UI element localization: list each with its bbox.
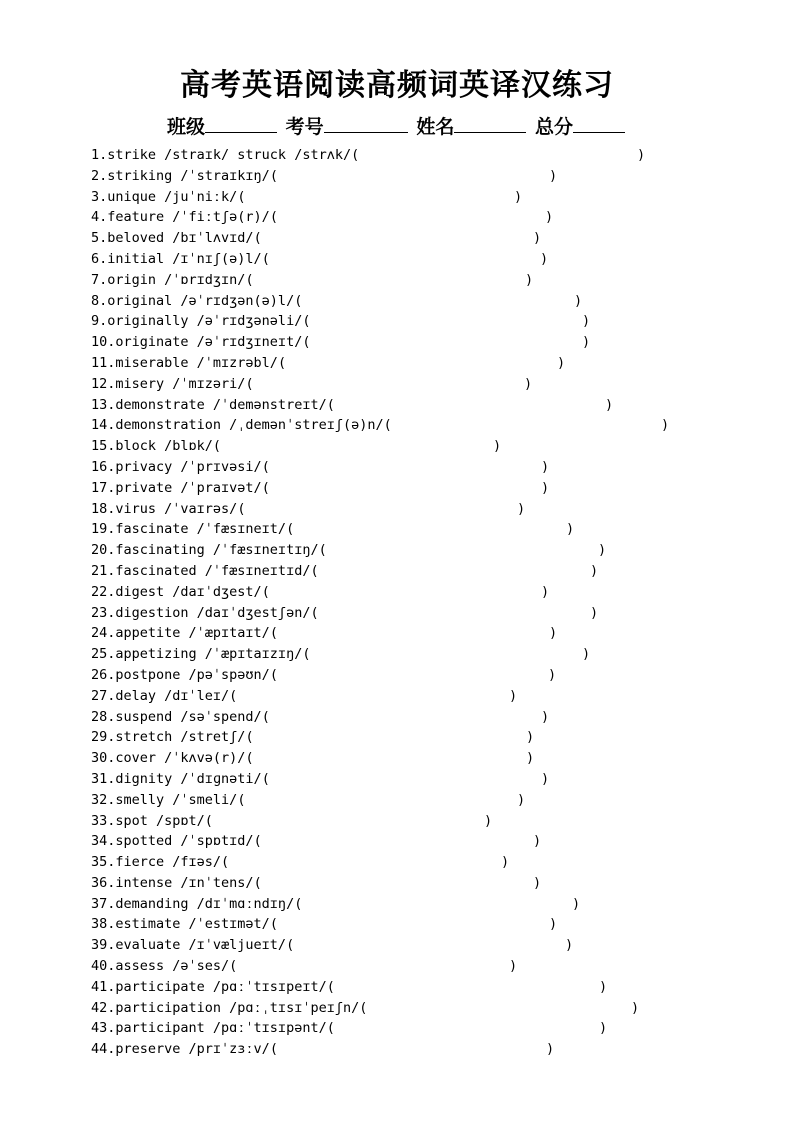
vocab-item <box>91 852 771 873</box>
answer-close-paren: ) <box>514 188 523 205</box>
vocab-word: 13.demonstrate /ˈdemənstreɪt/ <box>91 396 327 413</box>
answer-open-paren: ( <box>261 250 270 267</box>
score-label: 总分 <box>534 116 573 138</box>
answer-open-paren: ( <box>261 708 270 725</box>
vocab-item <box>91 914 771 935</box>
answer-blank[interactable] <box>359 145 637 166</box>
vocab-item <box>91 790 771 811</box>
vocab-word: 36.intense /ɪnˈtens/ <box>91 874 254 891</box>
vocab-word: 28.suspend /səˈspend/ <box>91 708 262 725</box>
vocab-item <box>91 228 771 249</box>
vocab-item <box>91 935 771 956</box>
vocab-item <box>91 291 771 312</box>
answer-close-paren: ) <box>549 167 558 184</box>
answer-open-paren: ( <box>237 188 246 205</box>
vocab-word: 18.virus /ˈvaɪrəs/ <box>91 500 238 517</box>
answer-blank[interactable] <box>335 1018 599 1039</box>
vocab-item <box>91 769 771 790</box>
vocab-item <box>91 540 771 561</box>
vocab-item <box>91 499 771 520</box>
answer-open-paren: ( <box>310 604 319 621</box>
answer-open-paren: ( <box>294 292 303 309</box>
answer-close-paren: ) <box>501 854 510 871</box>
answer-close-paren: ) <box>541 770 550 787</box>
answer-open-paren: ( <box>269 916 278 933</box>
answer-blank[interactable] <box>254 727 526 748</box>
vocab-item <box>91 187 771 208</box>
answer-open-paren: ( <box>269 666 278 683</box>
answer-open-paren: ( <box>237 500 246 517</box>
answer-close-paren: ) <box>541 458 550 475</box>
vocab-item <box>91 623 771 644</box>
answer-open-paren: ( <box>212 438 222 455</box>
answer-blank[interactable] <box>327 540 598 561</box>
vocab-item <box>91 478 771 499</box>
answer-open-paren: ( <box>261 479 270 496</box>
answer-blank[interactable] <box>237 686 509 707</box>
vocab-word: 26.postpone /pəˈspəʊn/ <box>91 666 270 683</box>
vocab-word: 33.spot /spɒt/ <box>91 812 205 829</box>
answer-close-paren: ) <box>533 833 542 850</box>
vocab-word: 17.private /ˈpraɪvət/ <box>91 479 262 496</box>
answer-close-paren: ) <box>517 500 526 517</box>
answer-close-paren: ) <box>582 334 591 351</box>
answer-blank[interactable] <box>319 603 590 624</box>
vocab-word: 6.initial /ɪˈnɪʃ(ə)l/ <box>91 250 262 267</box>
vocab-word: 16.privacy /ˈprɪvəsi/ <box>91 458 262 475</box>
answer-blank[interactable] <box>254 374 524 395</box>
vocab-item <box>91 707 771 728</box>
vocab-item <box>91 748 771 769</box>
vocab-item <box>91 1018 771 1039</box>
vocab-item <box>91 811 771 832</box>
answer-open-paren: ( <box>286 521 295 538</box>
vocab-item <box>91 644 771 665</box>
vocab-item <box>91 207 771 228</box>
answer-close-paren: ) <box>509 958 518 975</box>
vocab-item <box>91 166 771 187</box>
vocab-word: 3.unique /juˈniːk/ <box>91 188 238 205</box>
answer-blank[interactable] <box>270 249 540 270</box>
answer-close-paren: ) <box>541 708 550 725</box>
vocab-item <box>91 332 771 353</box>
answer-open-paren: ( <box>245 750 254 767</box>
answer-blank[interactable] <box>229 852 501 873</box>
answer-blank[interactable] <box>245 499 517 520</box>
answer-close-paren: ) <box>599 978 608 995</box>
answer-blank[interactable] <box>270 478 541 499</box>
vocab-word: 38.estimate /ˈestɪmət/ <box>91 916 270 933</box>
student-info-line <box>0 112 794 139</box>
answer-blank[interactable] <box>367 998 631 1019</box>
vocab-word: 8.original /əˈrɪdʒən(ə)l/ <box>91 292 295 309</box>
answer-close-paren: ) <box>549 625 558 642</box>
vocab-item <box>91 998 771 1019</box>
answer-blank[interactable] <box>302 894 572 915</box>
vocab-word: 37.demanding /dɪˈmɑːndɪŋ/ <box>91 895 295 912</box>
answer-blank[interactable] <box>392 415 661 436</box>
name-blank[interactable] <box>454 114 526 133</box>
vocab-word: 40.assess /əˈses/ <box>91 958 230 975</box>
answer-blank[interactable] <box>335 977 599 998</box>
answer-close-paren: ) <box>661 417 670 434</box>
answer-close-paren: ) <box>509 687 518 704</box>
answer-blank[interactable] <box>294 935 565 956</box>
exam-no-label: 考号 <box>285 116 324 138</box>
answer-open-paren: ( <box>253 230 262 247</box>
answer-open-paren: ( <box>204 812 213 829</box>
answer-open-paren: ( <box>269 625 278 642</box>
answer-close-paren: ) <box>582 646 591 663</box>
answer-close-paren: ) <box>598 542 607 559</box>
answer-close-paren: ) <box>541 583 550 600</box>
answer-close-paren: ) <box>549 916 558 933</box>
vocab-word: 42.participation /pɑːˌtɪsɪˈpeɪʃn/ <box>91 999 360 1016</box>
vocab-word: 43.participant /pɑːˈtɪsɪpənt/ <box>91 1020 327 1037</box>
answer-blank[interactable] <box>270 707 541 728</box>
vocab-word: 20.fascinating /ˈfæsɪneɪtɪŋ/ <box>91 542 319 559</box>
class-label: 班级 <box>167 116 206 138</box>
answer-open-paren: ( <box>237 791 246 808</box>
answer-open-paren: ( <box>261 770 270 787</box>
answer-close-paren: ) <box>525 271 534 288</box>
answer-close-paren: ) <box>637 147 646 163</box>
answer-blank[interactable] <box>310 332 582 353</box>
vocab-word: 34.spotted /ˈspɒtɪd/ <box>91 833 254 850</box>
vocab-word: 4.feature /ˈfiːtʃə(r)/ <box>91 209 270 226</box>
answer-close-paren: ) <box>631 999 640 1016</box>
vocab-item <box>91 894 771 915</box>
answer-blank[interactable] <box>335 395 605 416</box>
answer-blank[interactable] <box>262 831 533 852</box>
vocab-list <box>91 145 771 1060</box>
answer-blank[interactable] <box>262 873 533 894</box>
answer-close-paren: ) <box>572 895 581 912</box>
vocab-word: 19.fascinate /ˈfæsɪneɪt/ <box>91 521 287 538</box>
answer-blank[interactable] <box>254 270 525 291</box>
vocab-item <box>91 665 771 686</box>
answer-open-paren: ( <box>221 854 230 871</box>
answer-close-paren: ) <box>533 874 542 891</box>
answer-close-paren: ) <box>557 354 566 371</box>
answer-open-paren: ( <box>269 167 278 184</box>
answer-open-paren: ( <box>245 375 254 392</box>
answer-blank[interactable] <box>213 811 484 832</box>
answer-close-paren: ) <box>546 1041 555 1058</box>
answer-close-paren: ) <box>493 438 502 455</box>
answer-open-paren: ( <box>229 687 238 704</box>
vocab-item <box>91 831 771 852</box>
answer-blank[interactable] <box>294 519 566 540</box>
vocab-item <box>91 686 771 707</box>
answer-open-paren: ( <box>294 895 303 912</box>
answer-close-paren: ) <box>548 666 557 683</box>
answer-blank[interactable] <box>270 769 541 790</box>
vocab-word: 1.strike /straɪk/ struck /strʌk/ <box>91 147 352 163</box>
answer-open-paren: ( <box>253 874 262 891</box>
vocab-word: 23.digestion /daɪˈdʒestʃən/ <box>91 604 311 621</box>
vocab-word: 5.beloved /bɪˈlʌvɪd/ <box>91 230 254 247</box>
vocab-item <box>91 436 771 457</box>
vocab-word: 35.fierce /fɪəs/ <box>91 854 222 871</box>
answer-blank[interactable] <box>245 187 514 208</box>
answer-close-paren: ) <box>565 937 574 954</box>
vocab-word: 15.block /blɒk/ <box>91 438 213 455</box>
vocab-word: 10.originate /əˈrɪdʒɪneɪt/ <box>91 334 303 351</box>
vocab-word: 25.appetizing /ˈæpɪtaɪzɪŋ/ <box>91 646 303 663</box>
answer-open-paren: ( <box>245 271 254 288</box>
vocab-word: 31.dignity /ˈdɪɡnəti/ <box>91 770 262 787</box>
answer-close-paren: ) <box>517 791 526 808</box>
score-blank[interactable] <box>573 114 625 133</box>
answer-open-paren: ( <box>261 583 270 600</box>
exam-no-blank[interactable] <box>324 114 408 133</box>
answer-open-paren: ( <box>269 1041 278 1058</box>
page-title: 高考英语阅读高频词英译汉练习 <box>180 68 614 103</box>
answer-close-paren: ) <box>526 729 535 746</box>
answer-blank[interactable] <box>262 228 533 249</box>
answer-blank[interactable] <box>286 353 557 374</box>
answer-open-paren: ( <box>326 396 335 413</box>
vocab-item <box>91 956 771 977</box>
vocab-item <box>91 249 771 270</box>
vocab-item <box>91 519 771 540</box>
answer-open-paren: ( <box>253 833 262 850</box>
answer-blank[interactable] <box>237 956 509 977</box>
vocab-item <box>91 561 771 582</box>
answer-open-paren: ( <box>318 542 327 559</box>
answer-close-paren: ) <box>590 562 599 579</box>
vocab-item <box>91 395 771 416</box>
answer-open-paren: ( <box>302 646 311 663</box>
answer-open-paren: ( <box>261 458 270 475</box>
answer-blank[interactable] <box>278 1039 546 1060</box>
vocab-word: 12.misery /ˈmɪzəri/ <box>91 375 246 392</box>
answer-close-paren: ) <box>541 479 550 496</box>
answer-close-paren: ) <box>526 750 535 767</box>
vocab-word: 30.cover /ˈkʌvə(r)/ <box>91 750 246 767</box>
answer-close-paren: ) <box>484 812 493 829</box>
vocab-item <box>91 457 771 478</box>
answer-open-paren: ( <box>269 209 278 226</box>
answer-blank[interactable] <box>254 748 526 769</box>
answer-blank[interactable] <box>278 207 545 228</box>
answer-close-paren: ) <box>545 209 554 226</box>
answer-close-paren: ) <box>599 1020 608 1037</box>
answer-open-paren: ( <box>229 958 238 975</box>
answer-open-paren: ( <box>277 354 287 371</box>
vocab-item <box>91 311 771 332</box>
answer-open-paren: ( <box>245 729 254 746</box>
answer-open-paren: ( <box>359 999 368 1016</box>
vocab-word: 39.evaluate /ɪˈvæljueɪt/ <box>91 937 287 954</box>
answer-blank[interactable] <box>278 623 549 644</box>
vocab-item <box>91 977 771 998</box>
answer-blank[interactable] <box>270 457 541 478</box>
answer-open-paren: ( <box>302 334 311 351</box>
vocab-item <box>91 582 771 603</box>
vocab-word: 11.miserable /ˈmɪzrəbl/ <box>91 354 278 371</box>
vocab-word: 24.appetite /ˈæpɪtaɪt/ <box>91 625 270 642</box>
answer-close-paren: ) <box>605 396 614 413</box>
answer-blank[interactable] <box>245 790 517 811</box>
answer-blank[interactable] <box>278 665 548 686</box>
vocab-item <box>91 603 771 624</box>
vocab-word: 41.participate /pɑːˈtɪsɪpeɪt/ <box>91 978 327 995</box>
vocab-item <box>91 873 771 894</box>
answer-close-paren: ) <box>540 250 549 267</box>
answer-blank[interactable] <box>221 436 493 457</box>
vocab-word: 21.fascinated /ˈfæsɪneɪtɪd/ <box>91 562 311 579</box>
vocab-word: 9.originally /əˈrɪdʒənəli/ <box>91 313 303 330</box>
answer-open-paren: ( <box>351 147 360 163</box>
answer-blank[interactable] <box>278 166 549 187</box>
answer-open-paren: ( <box>326 978 335 995</box>
vocab-item <box>91 270 771 291</box>
answer-open-paren: ( <box>302 313 311 330</box>
answer-blank[interactable] <box>278 914 549 935</box>
answer-open-paren: ( <box>326 1020 335 1037</box>
vocab-word: 22.digest /daɪˈdʒest/ <box>91 583 262 600</box>
vocab-word: 32.smelly /ˈsmeli/ <box>91 791 238 808</box>
answer-open-paren: ( <box>310 562 319 579</box>
vocab-item <box>91 415 771 436</box>
answer-blank[interactable] <box>270 582 541 603</box>
vocab-item <box>91 374 771 395</box>
answer-open-paren: ( <box>286 937 295 954</box>
answer-blank[interactable] <box>302 291 574 312</box>
vocab-word: 44.preserve /prɪˈzɜːv/ <box>91 1041 270 1058</box>
vocab-item <box>91 727 771 748</box>
answer-close-paren: ) <box>574 292 583 309</box>
answer-close-paren: ) <box>582 313 591 330</box>
vocab-item <box>91 353 771 374</box>
answer-blank[interactable] <box>310 311 582 332</box>
vocab-word: 27.delay /dɪˈleɪ/ <box>91 687 230 704</box>
answer-open-paren: ( <box>383 417 392 434</box>
name-label: 姓名 <box>416 116 455 138</box>
answer-blank[interactable] <box>319 561 590 582</box>
answer-close-paren: ) <box>524 375 533 392</box>
answer-close-paren: ) <box>533 230 542 247</box>
vocab-word: 14.demonstration /ˌdemənˈstreɪʃ(ə)n/ <box>91 417 384 434</box>
answer-blank[interactable] <box>310 644 582 665</box>
vocab-word: 2.striking /ˈstraɪkɪŋ/ <box>91 167 270 184</box>
vocab-word: 29.stretch /stretʃ/ <box>91 729 246 746</box>
answer-close-paren: ) <box>566 521 575 538</box>
answer-close-paren: ) <box>590 604 599 621</box>
vocab-word: 7.origin /ˈɒrɪdʒɪn/ <box>91 271 246 288</box>
vocab-item <box>91 145 771 166</box>
vocab-item <box>91 1039 771 1060</box>
class-blank[interactable] <box>205 114 277 133</box>
